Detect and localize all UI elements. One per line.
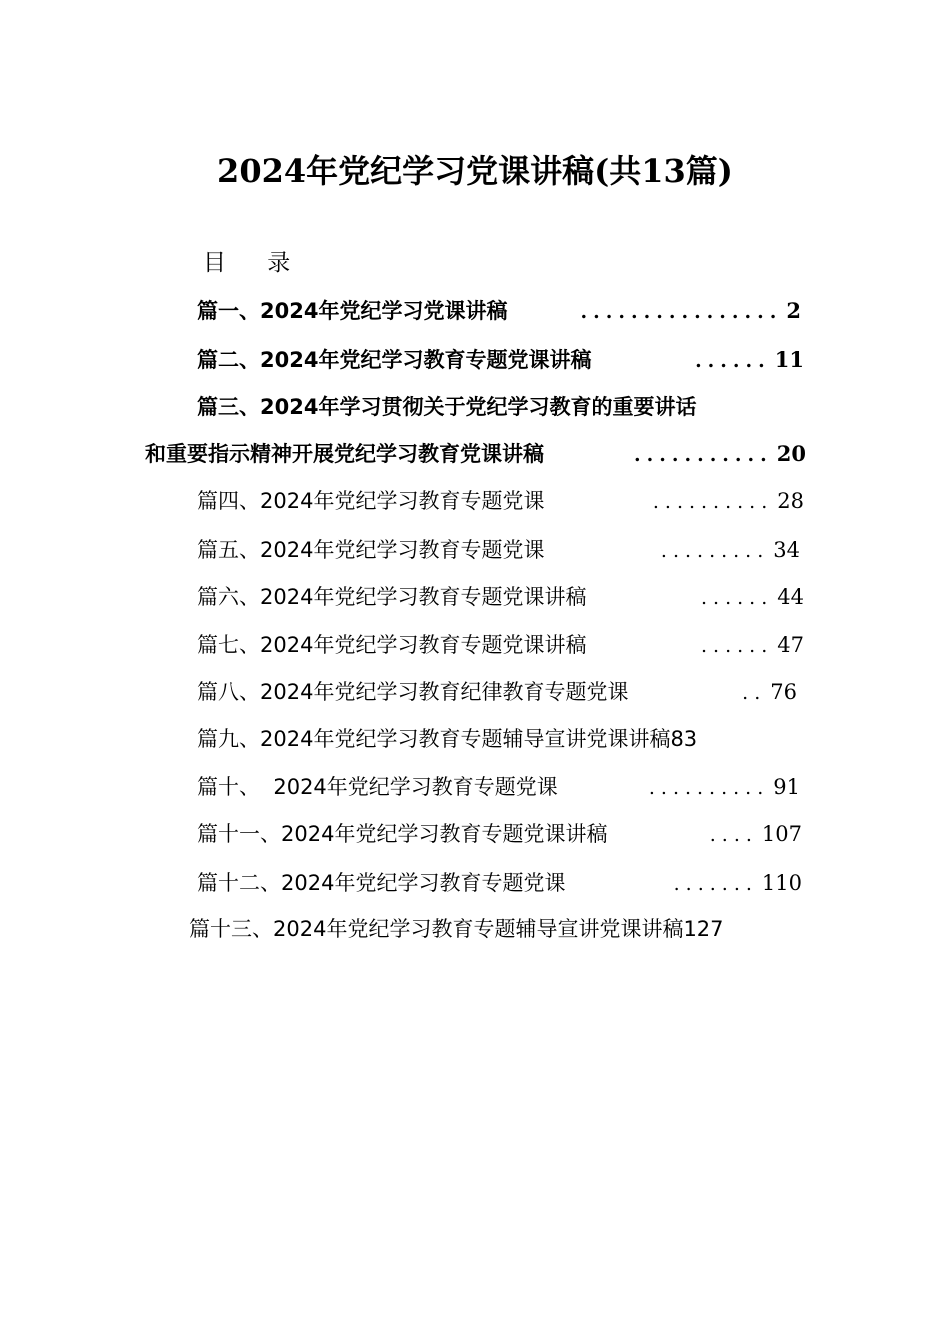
toc-entry-label: 篇十二、2024年党纪学习教育专题党课 xyxy=(197,871,566,895)
toc-entry-1[interactable] xyxy=(197,294,801,328)
toc-entry-label: 篇三、2024年学习贯彻关于党纪学习教育的重要讲话 xyxy=(197,395,697,419)
toc-page-number: 47 xyxy=(777,633,804,657)
toc-heading: 目 录 xyxy=(203,250,308,276)
toc-leader-dots: ...... xyxy=(701,587,774,609)
toc-page-number: 20 xyxy=(776,441,806,466)
toc-page-number: 34 xyxy=(773,538,800,562)
toc-leader-dots: ....... xyxy=(673,873,758,895)
toc-leader-dots: .... xyxy=(709,824,758,846)
toc-page-number: 107 xyxy=(761,822,802,846)
toc-entry-label: 篇九、2024年党纪学习教育专题辅导宣讲党课讲稿83 xyxy=(197,727,698,751)
toc-page-number: 91 xyxy=(773,775,800,799)
toc-page-number: 110 xyxy=(761,871,802,895)
toc-entry-label: 篇十、 2024年党纪学习教育专题党课 xyxy=(197,775,558,799)
toc-entry-4[interactable] xyxy=(197,484,804,518)
toc-entry-label: 篇二、2024年党纪学习教育专题党课讲稿 xyxy=(197,348,592,372)
toc-entry-3-line-1[interactable] xyxy=(197,390,696,424)
toc-entry-5[interactable] xyxy=(197,533,800,567)
toc-entry-label: 篇一、2024年党纪学习党课讲稿 xyxy=(197,299,508,323)
toc-entry-label: 篇五、2024年党纪学习教育专题党课 xyxy=(197,538,545,562)
toc-entry-12[interactable] xyxy=(197,866,802,900)
toc-leader-dots: ................ xyxy=(580,301,783,323)
toc-leader-dots: .......... xyxy=(652,491,774,513)
toc-entry-label: 篇七、2024年党纪学习教育专题党课讲稿 xyxy=(197,633,587,657)
toc-page-number: 11 xyxy=(774,347,804,372)
toc-entry-label: 篇八、2024年党纪学习教育纪律教育专题党课 xyxy=(197,680,629,704)
toc-entry-10[interactable] xyxy=(197,770,800,804)
toc-entry-label: 篇四、2024年党纪学习教育专题党课 xyxy=(197,489,545,513)
document-title: 2024年党纪学习党课讲稿(共13篇) xyxy=(217,152,733,190)
toc-entry-label: 篇十一、2024年党纪学习教育专题党课讲稿 xyxy=(197,822,608,846)
toc-leader-dots: ......... xyxy=(660,540,770,562)
toc-leader-dots: .......... xyxy=(648,777,770,799)
toc-entry-label: 篇六、2024年党纪学习教育专题党课讲稿 xyxy=(197,585,587,609)
toc-entry-2[interactable] xyxy=(197,343,804,377)
toc-entry-3-line-2[interactable] xyxy=(145,437,806,471)
toc-leader-dots: ........... xyxy=(634,444,773,466)
toc-page-number: 76 xyxy=(770,680,797,704)
toc-page-number: 44 xyxy=(777,585,804,609)
toc-entry-11[interactable] xyxy=(197,817,802,851)
toc-entry-7[interactable] xyxy=(197,628,804,662)
toc-entry-6[interactable] xyxy=(197,580,804,614)
toc-entry-label: 和重要指示精神开展党纪学习教育党课讲稿 xyxy=(145,442,544,466)
toc-page-number: 28 xyxy=(777,489,804,513)
toc-leader-dots: ...... xyxy=(701,635,774,657)
toc-leader-dots: ...... xyxy=(695,350,771,372)
toc-entry-8[interactable] xyxy=(197,675,797,709)
toc-entry-9[interactable] xyxy=(197,722,697,756)
toc-page-number: 2 xyxy=(786,298,801,323)
toc-entry-13[interactable] xyxy=(189,912,724,946)
toc-entry-label: 篇十三、2024年党纪学习教育专题辅导宣讲党课讲稿127 xyxy=(189,917,724,941)
toc-leader-dots: .. xyxy=(742,682,767,704)
